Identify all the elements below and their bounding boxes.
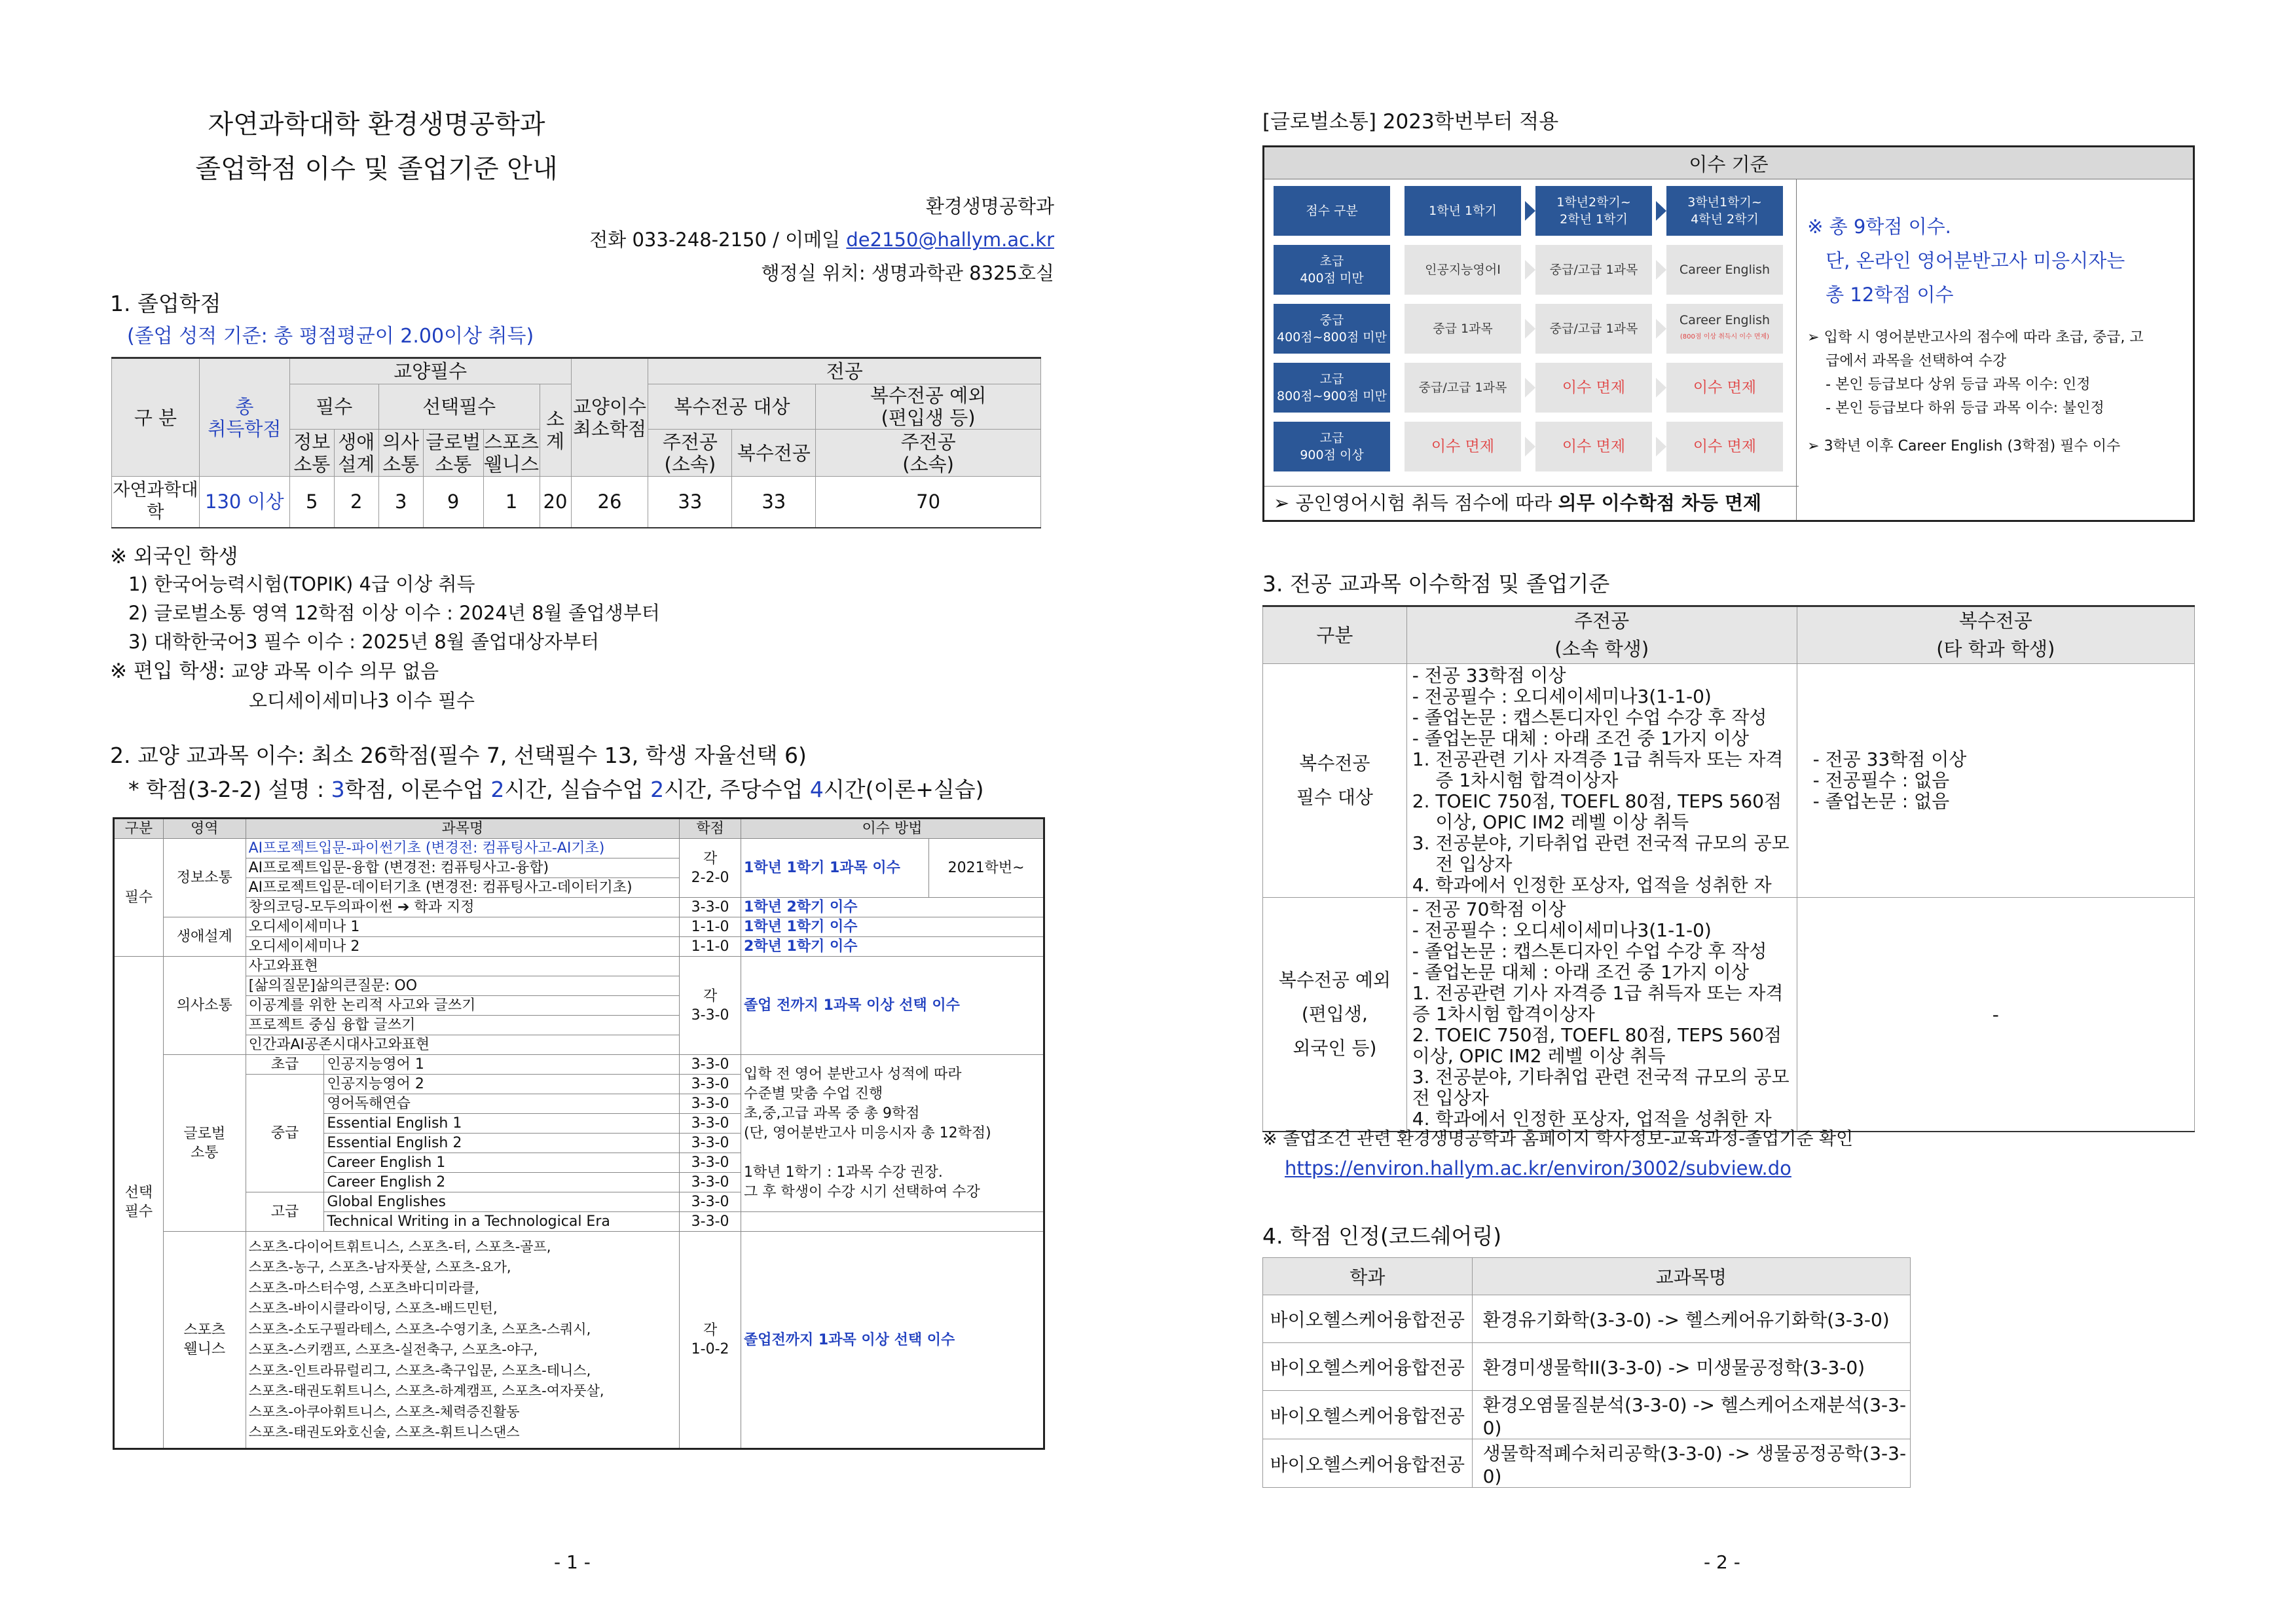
- header-main-major-2: 주전공 (소속): [816, 430, 1041, 477]
- list-item: 인간과AI공존시대사고와표현: [246, 1035, 680, 1055]
- section-2-title: 2. 교양 교과목 이수: 최소 26학점(필수 7, 선택필수 13, 학생 자율선택 6): [110, 743, 807, 768]
- global-credit: 3-3-0: [680, 1055, 741, 1075]
- sub-text: * 학점(3-2-2) 설명 :: [128, 777, 331, 802]
- coding-credit: 3-3-0: [680, 898, 741, 917]
- list-item: 이공계를 위한 논리적 사고와 글쓰기: [246, 996, 680, 1016]
- cell: 1: [483, 477, 540, 528]
- course-sharing-table: [1262, 1257, 1911, 1488]
- global-title: [글로벌소통] 2023학번부터 적용: [1262, 110, 1559, 134]
- grid-cell: [1274, 363, 1390, 413]
- cell-text: 중급/고급 1과목: [1549, 322, 1638, 336]
- ody2-credit: 1-1-0: [680, 937, 741, 957]
- grid-cell: [1666, 186, 1783, 236]
- header-course: 교과목명: [1472, 1258, 1910, 1295]
- page-title-line2: 졸업학점 이수 및 졸업기준 안내: [195, 154, 558, 184]
- list-item: Essential English 2: [324, 1134, 680, 1153]
- cell-text: 인공지능영어I: [1425, 263, 1501, 277]
- list-item: 3) 대학한국어3 필수 이수 : 2025년 8월 졸업대상자부터: [128, 631, 600, 653]
- header-multi-except: 복수전공 예외 (편입생 등): [816, 384, 1041, 430]
- table-row: [1263, 898, 2195, 1132]
- list-item: - 전공필수 : 오디세이세미나3(1-1-0): [1412, 686, 1712, 707]
- major-credit-table: [1262, 605, 2195, 1132]
- grid-cell: [1666, 245, 1783, 295]
- header-required: 필수: [289, 384, 378, 430]
- sub-num: 2: [490, 777, 505, 802]
- grid-cell: [1535, 245, 1652, 295]
- section-1-subtitle: (졸업 성적 기준: 총 평점평균이 2.00이상 취득): [127, 325, 534, 348]
- row1-label: 복수전공 필수 대상: [1263, 664, 1407, 898]
- cell-text: 이수 면제: [1431, 438, 1495, 455]
- cell-course: 환경유기화학(3-3-0) -> 헬스케어유기화학(3-3-0): [1472, 1295, 1910, 1343]
- ody1-method: 1학년 1학기 이수: [741, 917, 1044, 937]
- list-item: 2. TOEIC 750점, TOEFL 80점, TEPS 560점: [1412, 790, 1782, 812]
- criteria-notes: [1797, 179, 2194, 521]
- section-4-title: 4. 학점 인정(코드쉐어링): [1262, 1223, 1502, 1249]
- grid-cell: [1535, 422, 1652, 471]
- dept-name: 환경생명공학과: [925, 195, 1054, 217]
- comm-method: 졸업 전까지 1과목 이상 선택 이수: [741, 957, 1044, 1055]
- note-item: - 본인 등급보다 상위 등급 과목 이수: 인정: [1826, 377, 2091, 393]
- cell-text: Career English: [1679, 263, 1771, 277]
- criteria-head: 이수 기준: [1264, 147, 2194, 179]
- cell-text: 초급 400점 미만: [1300, 254, 1364, 286]
- table-row: [112, 477, 1041, 528]
- cell: 9: [423, 477, 483, 528]
- global-credit: 3-3-0: [680, 1153, 741, 1173]
- list-item: Essential English 1: [324, 1114, 680, 1134]
- comm-credit: 각 3-3-0: [680, 957, 741, 1055]
- required-label: 필수: [114, 839, 164, 957]
- grid-cell: [1274, 186, 1390, 236]
- header-main: 주전공 (소속 학생): [1406, 606, 1797, 664]
- cell-text: 고급 800점~900점 미만: [1277, 372, 1387, 403]
- note-item: [1807, 435, 2193, 458]
- global-credit: 3-3-0: [680, 1192, 741, 1212]
- list-item: Career English 2: [324, 1173, 680, 1192]
- english-criteria-table: [1262, 145, 2195, 522]
- global-credit: 3-3-0: [680, 1173, 741, 1192]
- cell-course: 환경미생물학II(3-3-0) -> 미생물공정학(3-3-0): [1472, 1343, 1910, 1391]
- grid-cell: [1666, 422, 1783, 471]
- cell: 70: [816, 477, 1041, 528]
- level-basic: 초급: [246, 1055, 324, 1075]
- subject-ody2: 오디세이세미나 2: [246, 937, 680, 957]
- cell-text: 중급/고급 1과목: [1549, 263, 1638, 277]
- sports-subjects: 스포츠-다이어트휘트니스, 스포츠-터, 스포츠-골프, 스포츠-농구, 스포츠-남자풋살, 스포츠-요가, 스포츠-마스터수영, 스포츠바디미라클, 스포츠-바이시클라이딩, 스포츠-배드민턴, 스포츠-소도구필라테스, 스포츠-수영기초, 스포츠-스쿼시, 스포츠-스키캠프, 스포츠-실전축구, 스포츠-야구, 스포츠-인트라뮤럴리그, 스포츠-축구입문, 스포츠-테니스, 스포츠-태권도휘트니스, 스포츠-하계캠프, 스포츠-여자풋살, 스포츠-아쿠아휘트니스, 스포츠-체력증진활동 스포츠-태권도와호신술, 스포츠-휘트니스댄스: [246, 1232, 680, 1449]
- table-row: [1263, 1343, 1911, 1391]
- header-gubun: 구 분: [112, 358, 200, 477]
- list-item: 인공지능영어 2: [324, 1075, 680, 1094]
- note-item: 급에서 과목을 선택하여 수강: [1826, 353, 2007, 369]
- cell-text: 3학년1학기~ 4학년 2학기: [1687, 195, 1762, 227]
- list-item: 이상, OPIC IM2 레벨 이상 취득: [1412, 1045, 1666, 1067]
- note-item: [1807, 326, 2193, 350]
- transfer-text-2: 오디세이세미나3 이수 필수: [249, 690, 475, 712]
- global-credit: 3-3-0: [680, 1094, 741, 1114]
- list-item: - 전공필수 : 오디세이세미나3(1-1-0): [1412, 919, 1712, 941]
- list-item: 3. 전공분야, 기타취업 관련 전국적 규모의 공모: [1412, 1066, 1790, 1088]
- major-link[interactable]: https://environ.hallym.ac.kr/environ/3002/subview.do: [1285, 1157, 1791, 1179]
- arrow-bullet-icon: ➢: [1807, 438, 1824, 454]
- note-big-1: ※ 총 9학점 이수.: [1807, 215, 1951, 238]
- sub-text: 시간, 실습수업: [504, 777, 651, 802]
- subject-coding: 창의코딩-모두의파이썬 ➔ 학과 지정: [246, 898, 680, 917]
- list-item: 프로젝트 중심 융합 글쓰기: [246, 1016, 680, 1035]
- table-row: [1263, 1295, 1911, 1343]
- grid-cell: [1274, 422, 1390, 471]
- cell-note: (800점 이상 취득시 이수 면제): [1680, 333, 1770, 341]
- list-item: 영어독해연습: [324, 1094, 680, 1114]
- page-title-line1: 자연과학대학 환경생명공학과: [208, 109, 545, 139]
- row1-double: [1797, 664, 2194, 898]
- header-double: 복수전공 (타 학과 학생): [1797, 606, 2194, 664]
- header-major: 전공: [648, 358, 1041, 384]
- list-item: - 졸업논문 : 캡스톤디자인 수업 수강 후 작성: [1412, 940, 1767, 962]
- subject-ai3: AI프로젝트입문-데이터기초 (변경전: 컴퓨팅사고-데이터기초): [246, 878, 680, 898]
- list-item: 2) 글로벌소통 영역 12학점 이상 이수 : 2024년 8월 졸업생부터: [128, 602, 660, 624]
- level-adv: 고급: [246, 1192, 324, 1232]
- cell-text: 중급 1과목: [1433, 322, 1493, 336]
- grid-cell: [1535, 363, 1652, 413]
- sports-method: 졸업전까지 1과목 이상 선택 이수: [741, 1232, 1044, 1449]
- cell: 3: [378, 477, 423, 528]
- arrow-bullet-icon: ➢: [1807, 329, 1824, 346]
- cell-text: 1학년 1학기: [1429, 204, 1497, 218]
- grid-cell: [1405, 245, 1521, 295]
- sports-credit: 각 1-0-2: [680, 1232, 741, 1449]
- header-subject: 과목명: [246, 819, 680, 839]
- global-credit: 3-3-0: [680, 1134, 741, 1153]
- info-area: 정보소통: [163, 839, 246, 917]
- major-note: ※ 졸업조건 관련 환경생명공학과 홈페이지 학사정보-교육과정-졸업기준 확인: [1262, 1129, 1854, 1149]
- grid-cell: [1274, 245, 1390, 295]
- header-col-life: 생애 설계: [334, 430, 378, 477]
- cell-dept: 바이오헬스케어융합전공: [1263, 1391, 1473, 1439]
- ody2-method: 2학년 1학기 이수: [741, 937, 1044, 957]
- cell: 5: [289, 477, 334, 528]
- office-location: 행정실 위치: 생명과학관 8325호실: [761, 262, 1054, 284]
- global-method: 입학 전 영어 분반고사 성적에 따라 수준별 맞춤 수업 진행 초,중,고급 과목 중 총 9학점 (단, 영어분반고사 미응시자 총 12학점) 1학년 1학기 : 1과목 수강 권장. 그 후 학생이 수강 시기 선택하여 수강: [741, 1055, 1044, 1212]
- cell-text: Career English: [1679, 313, 1771, 327]
- cell-course: 환경오염물질분석(3-3-0) -> 헬스케어소재분석(3-3-0): [1472, 1391, 1910, 1439]
- list-item: [삶의질문]삶의큰질문: OO: [246, 976, 680, 996]
- row-label: 자연과학대 학: [112, 477, 200, 528]
- header-col-sports: 스포츠 웰니스: [484, 430, 540, 475]
- row2-label: 복수전공 예외 (편입생, 외국인 등): [1263, 898, 1407, 1132]
- header-total: 총 취득학점: [199, 358, 289, 477]
- page-1: [0, 0, 1147, 1624]
- coding-method: 1학년 2학기 이수: [741, 898, 1044, 917]
- header-elective: 선택필수: [378, 384, 540, 430]
- phone-label: 전화 033-248-2150 / 이메일: [589, 229, 847, 251]
- ai-credit: 각 2-2-0: [680, 839, 741, 898]
- list-item: - 졸업논문 : 없음: [1812, 790, 1950, 812]
- subject-ai2: AI프로젝트입문-융합 (변경전: 컴퓨팅사고-융합): [246, 858, 680, 878]
- page-2: [1147, 0, 2295, 1624]
- sub-num: 2: [650, 777, 665, 802]
- foreign-list: [128, 570, 660, 656]
- list-item: - 졸업논문 대체 : 아래 조건 중 1가지 이상: [1412, 961, 1750, 983]
- cell-course: 생물학적폐수처리공학(3-3-0) -> 생물공정공학(3-3-0): [1472, 1439, 1910, 1488]
- cell: 33: [648, 477, 732, 528]
- note-text: ➢ 공인영어시험 취득 점수에 따라: [1274, 492, 1558, 514]
- list-item: 이상, OPIC IM2 레벨 이상 취득: [1412, 811, 1689, 833]
- list-item: 4. 학과에서 인정한 포상자, 업적을 성취한 자: [1412, 1108, 1772, 1130]
- page-number: - 1 -: [554, 1551, 591, 1573]
- grid-cell: [1405, 304, 1521, 354]
- blank-cell: [741, 1212, 1044, 1232]
- cell-text: 고급 900점 이상: [1300, 431, 1364, 462]
- table-row: [1263, 664, 2195, 898]
- sports-area: 스포츠 웰니스: [163, 1232, 246, 1449]
- header-double-major: 복수전공: [732, 430, 816, 477]
- list-item: Global Englishes: [324, 1192, 680, 1212]
- row1-main: [1406, 664, 1797, 898]
- header-multi-target: 복수전공 대상: [648, 384, 816, 430]
- liberal-arts-table: [113, 817, 1045, 1450]
- cell-text: 중급/고급 1과목: [1418, 380, 1507, 395]
- sub-text: 시간, 주당수업: [664, 777, 810, 802]
- cell: 26: [571, 477, 648, 528]
- cell-dept: 바이오헬스케어융합전공: [1263, 1343, 1473, 1391]
- grid-cell: [1535, 186, 1652, 236]
- cell-dept: 바이오헬스케어융합전공: [1263, 1295, 1473, 1343]
- contact-line: [589, 223, 1054, 257]
- cell-text: 1학년2학기~ 2학년 1학기: [1556, 195, 1631, 227]
- header-col-global: 글로벌 소통: [423, 430, 483, 477]
- list-item: - 전공 70학점 이상: [1412, 898, 1566, 920]
- grid-cell: [1666, 304, 1783, 354]
- list-item: - 전공 33학점 이상: [1812, 748, 1967, 770]
- list-item: 1. 전공관련 기사 자격증 1급 취득자 또는 자격: [1412, 748, 1784, 770]
- transfer-note: [110, 657, 439, 686]
- list-item: 1) 한국어능력시험(TOPIK) 4급 이상 취득: [128, 573, 475, 595]
- header-liberal: 교양필수: [289, 358, 571, 384]
- header-gubun: 구분: [1263, 606, 1407, 664]
- cell-dept: 바이오헬스케어융합전공: [1263, 1439, 1473, 1488]
- row-total: 130 이상: [199, 477, 289, 528]
- list-item: 3. 전공분야, 기타취업 관련 전국적 규모의 공모: [1412, 832, 1790, 854]
- header-col-comm: 의사 소통: [378, 430, 423, 477]
- sub-num: 3: [331, 777, 345, 802]
- transfer-label: ※ 편입 학생:: [110, 659, 225, 683]
- grid-cell: [1405, 186, 1521, 236]
- grid-cell: [1535, 304, 1652, 354]
- note-item: - 본인 등급보다 하위 등급 과목 이수: 불인정: [1826, 400, 2104, 416]
- sub-text: 시간(이론+실습): [823, 777, 984, 802]
- table-row: [1263, 1391, 1911, 1439]
- subject-ai1: AI프로젝트입문-파이썬기초 (변경전: 컴퓨팅사고-AI기초): [246, 839, 680, 858]
- note-big-3: 총 12학점 이수: [1826, 284, 1954, 306]
- section-3-title: 3. 전공 교과목 이수학점 및 졸업기준: [1262, 571, 1610, 597]
- cell-text: 이수 면제: [1562, 438, 1626, 455]
- list-item: 4. 학과에서 인정한 포상자, 업적을 성취한 자: [1412, 874, 1772, 896]
- list-item: 인공지능영어 1: [324, 1055, 680, 1075]
- life-area: 생애설계: [163, 917, 246, 957]
- cell: 20: [540, 477, 571, 528]
- cell-text: 이수 면제: [1693, 379, 1757, 396]
- transfer-text: 교양 과목 이수 의무 없음: [225, 660, 439, 682]
- global-credit: 3-3-0: [680, 1114, 741, 1134]
- table-row: [1263, 1439, 1911, 1488]
- header-gubun: 구분: [114, 819, 164, 839]
- row2-double: -: [1797, 898, 2194, 1132]
- sub-num: 4: [809, 777, 824, 802]
- sub-text: 학점, 이론수업: [344, 777, 491, 802]
- list-item: - 전공필수 : 없음: [1812, 769, 1950, 791]
- ody1-credit: 1-1-0: [680, 917, 741, 937]
- grid-cell: [1666, 363, 1783, 413]
- header-dept: 학과: [1263, 1258, 1473, 1295]
- global-area: 글로벌 소통: [163, 1055, 246, 1232]
- header-col-info: 정보 소통: [289, 430, 334, 477]
- row2-main: [1406, 898, 1797, 1132]
- header-credit: 학점: [680, 819, 741, 839]
- criteria-grid: [1264, 179, 1796, 520]
- note-text: 3학년 이후 Career English (3학점) 필수 이수: [1824, 438, 2121, 454]
- grid-cell: [1274, 304, 1390, 354]
- list-item: 전 입상자: [1412, 1087, 1489, 1109]
- cell-text: 점수 구분: [1306, 204, 1358, 218]
- list-item: - 졸업논문 : 캡스톤디자인 수업 수강 후 작성: [1412, 707, 1767, 728]
- list-item: 증 1차시험 합격이상자: [1412, 1003, 1595, 1025]
- cell-text: 이수 면제: [1693, 438, 1757, 455]
- grid-cell: [1405, 422, 1521, 471]
- list-item: 1. 전공관련 기사 자격증 1급 취득자 또는 자격: [1412, 982, 1784, 1004]
- graduation-credit-table: [111, 357, 1041, 528]
- note-emphasis: 의무 이수학점 차등 면제: [1558, 492, 1762, 514]
- comm-area: 의사소통: [163, 957, 246, 1055]
- elective-label: 선택 필수: [114, 957, 164, 1449]
- global-credit: 3-3-0: [680, 1075, 741, 1094]
- header-method: 이수 방법: [741, 819, 1044, 839]
- header-subtotal: 소 계: [540, 384, 571, 477]
- note-big-2: 단, 온라인 영어분반고사 미응시자는: [1826, 249, 2125, 272]
- contact-block: [589, 190, 1054, 290]
- list-item: Career English 1: [324, 1153, 680, 1173]
- cell: 33: [732, 477, 816, 528]
- list-item: 2. TOEIC 750점, TOEFL 80점, TEPS 560점: [1412, 1024, 1782, 1046]
- grid-cell: [1405, 363, 1521, 413]
- ai-method: 1학년 1학기 1과목 이수: [741, 839, 929, 898]
- list-item: Technical Writing in a Technological Era: [324, 1212, 680, 1232]
- section-1-title: 1. 졸업학점: [110, 291, 221, 316]
- cell-text: 이수 면제: [1562, 379, 1626, 396]
- list-item: - 졸업논문 대체 : 아래 조건 중 1가지 이상: [1412, 728, 1750, 749]
- list-item: 증 1차시험 합격이상자: [1412, 769, 1619, 791]
- subject-ody1: 오디세이세미나 1: [246, 917, 680, 937]
- list-item: - 전공 33학점 이상: [1412, 665, 1566, 686]
- header-liberal-min: 교양이수 최소학점: [571, 358, 648, 477]
- list-item: 사고와표현: [246, 957, 680, 976]
- section-2-subtitle: [128, 773, 984, 803]
- email-link[interactable]: de2150@hallym.ac.kr: [846, 229, 1054, 251]
- global-credit: 3-3-0: [680, 1212, 741, 1232]
- header-area: 영역: [163, 819, 246, 839]
- note-text: 입학 시 영어분반고사의 점수에 따라 초급, 중급, 고: [1824, 329, 2144, 346]
- foreign-title: ※ 외국인 학생: [110, 545, 238, 568]
- ai-year: 2021학번~: [929, 839, 1044, 898]
- cell: 2: [334, 477, 378, 528]
- list-item: 전 입상자: [1412, 853, 1513, 875]
- header-main-major: 주전공 (소속): [648, 430, 732, 477]
- level-mid: 중급: [246, 1075, 324, 1192]
- page-number: - 2 -: [1704, 1551, 1740, 1573]
- toeic-note: [1264, 486, 1799, 520]
- cell-text: 중급 400점~800점 미만: [1277, 313, 1387, 344]
